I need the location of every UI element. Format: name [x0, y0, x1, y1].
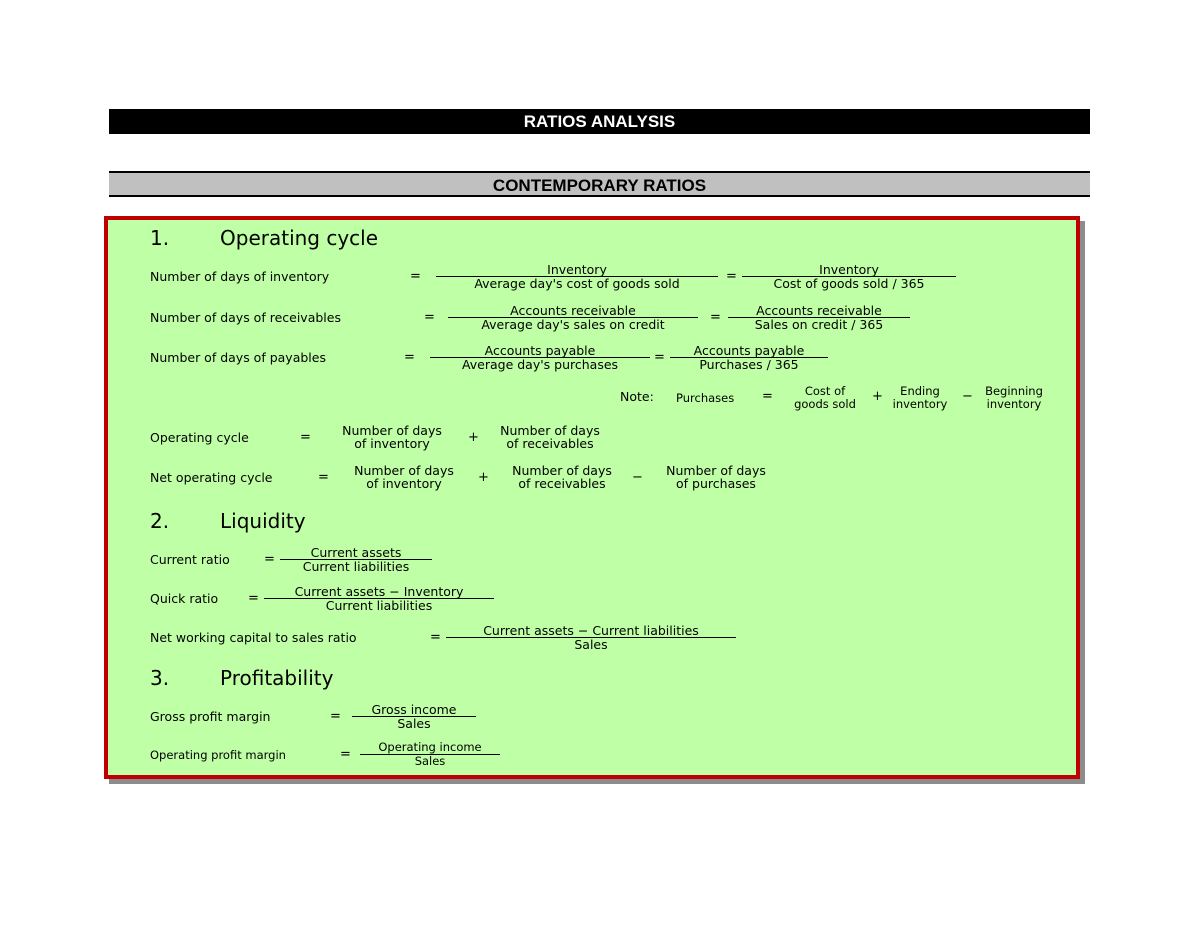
quick-ratio-label: Quick ratio	[150, 591, 219, 606]
term-line: of receivables	[518, 476, 606, 491]
denominator: Sales on credit / 365	[728, 317, 910, 331]
net-term-receivables	[490, 464, 634, 490]
numerator: Operating income	[378, 740, 482, 754]
equals-sign: =	[330, 709, 341, 724]
plus-sign: +	[468, 430, 479, 445]
cycle-term-inventory	[320, 424, 464, 450]
denominator: Average day's cost of goods sold	[436, 276, 718, 290]
section-title: Liquidity	[220, 509, 306, 533]
net-operating-cycle-label: Net operating cycle	[150, 470, 273, 485]
minus-sign: −	[962, 389, 973, 404]
gross-margin-label: Gross profit margin	[150, 709, 271, 724]
term-line: Number of days	[500, 423, 600, 438]
equals-sign: =	[726, 269, 737, 284]
days-payables-label: Number of days of payables	[150, 350, 326, 365]
numerator: Inventory	[819, 262, 879, 277]
term-line: Number of days	[666, 463, 766, 478]
operating-margin-label: Operating profit margin	[150, 748, 286, 762]
days-inventory-label: Number of days of inventory	[150, 269, 330, 284]
fraction	[352, 703, 476, 730]
equals-sign: =	[654, 350, 665, 365]
note-term: Purchases	[676, 391, 735, 405]
note-term-a	[780, 385, 870, 411]
fraction	[728, 304, 910, 331]
note-label: Note:	[620, 389, 654, 404]
plus-sign: +	[478, 470, 489, 485]
page-title: RATIOS ANALYSIS	[109, 109, 1090, 134]
equals-sign: =	[410, 269, 421, 284]
denominator: Cost of goods sold / 365	[742, 276, 956, 290]
fraction	[280, 546, 432, 573]
denominator: Average day's purchases	[430, 357, 650, 371]
numerator: Gross income	[371, 702, 457, 717]
equals-sign: =	[300, 430, 311, 445]
fraction	[264, 585, 494, 612]
denominator: Current liabilities	[280, 559, 432, 573]
fraction	[742, 263, 956, 290]
current-ratio-label: Current ratio	[150, 552, 230, 567]
equals-sign: =	[248, 591, 259, 606]
section-number: 2.	[150, 509, 170, 533]
denominator: Average day's sales on credit	[448, 317, 698, 331]
nwc-sales-label: Net working capital to sales ratio	[150, 630, 357, 645]
denominator: Sales	[360, 754, 500, 768]
numerator: Inventory	[547, 262, 607, 277]
plus-sign: +	[872, 389, 883, 404]
minus-sign: −	[632, 470, 643, 485]
equals-sign: =	[430, 630, 441, 645]
operating-cycle-label: Operating cycle	[150, 430, 249, 445]
fraction	[360, 741, 500, 768]
term-line: Ending	[900, 384, 940, 398]
section-number: 1.	[150, 226, 170, 250]
fraction	[430, 344, 650, 371]
equals-sign: =	[340, 747, 351, 762]
net-term-purchases	[644, 464, 788, 490]
term-line: of purchases	[676, 476, 756, 491]
term-line: Number of days	[342, 423, 442, 438]
fraction	[448, 304, 698, 331]
term-line: Cost of	[804, 384, 846, 398]
note-term-c	[974, 385, 1054, 411]
term-line: inventory	[986, 397, 1042, 411]
numerator: Current assets	[310, 545, 402, 560]
cycle-term-receivables	[478, 424, 622, 450]
fraction	[670, 344, 828, 371]
numerator: Accounts payable	[693, 343, 805, 358]
section-header: CONTEMPORARY RATIOS	[109, 171, 1090, 197]
numerator: Accounts receivable	[510, 303, 636, 318]
term-line: Beginning	[985, 384, 1043, 398]
section-title: Profitability	[220, 666, 334, 690]
formula-panel	[104, 216, 1080, 779]
numerator: Current assets − Current liabilities	[483, 623, 699, 638]
equals-sign: =	[318, 470, 329, 485]
term-line: inventory	[892, 397, 948, 411]
term-line: goods sold	[794, 397, 856, 411]
equals-sign: =	[404, 350, 415, 365]
section-title: Operating cycle	[220, 226, 379, 250]
term-line: of inventory	[366, 476, 442, 491]
numerator: Current assets − Inventory	[294, 584, 464, 599]
note-term-b	[882, 385, 958, 411]
equals-sign: =	[424, 310, 435, 325]
days-receivables-label: Number of days of receivables	[150, 310, 341, 325]
net-term-inventory	[332, 464, 476, 490]
term-line: of receivables	[506, 436, 594, 451]
term-line: Number of days	[512, 463, 612, 478]
denominator: Sales	[352, 716, 476, 730]
equals-sign: =	[762, 389, 773, 404]
term-line: Number of days	[354, 463, 454, 478]
section-number: 3.	[150, 666, 170, 690]
numerator: Accounts receivable	[756, 303, 882, 318]
numerator: Accounts payable	[484, 343, 596, 358]
equals-sign: =	[710, 310, 721, 325]
fraction	[436, 263, 718, 290]
denominator: Purchases / 365	[670, 357, 828, 371]
denominator: Sales	[446, 637, 736, 651]
equals-sign: =	[264, 552, 275, 567]
fraction	[446, 624, 736, 651]
denominator: Current liabilities	[264, 598, 494, 612]
term-line: of inventory	[354, 436, 430, 451]
